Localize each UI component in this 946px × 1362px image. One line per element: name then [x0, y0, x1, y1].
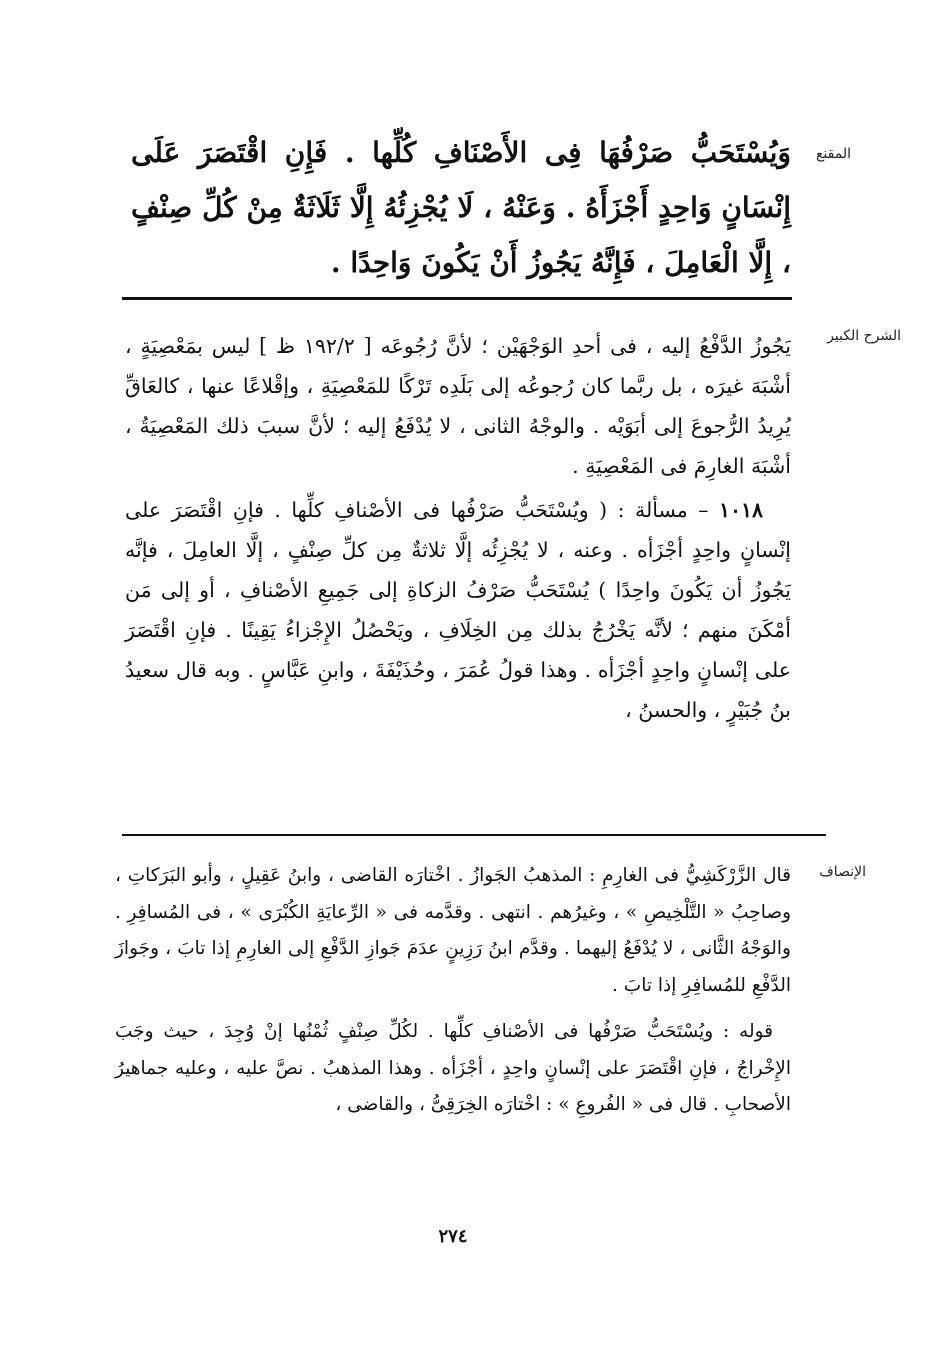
- sharh-divider: [122, 834, 826, 836]
- sharh-text-block: [125, 326, 791, 730]
- muqni-side-label: المقنع: [815, 146, 851, 162]
- issue-number: ١٠١٨: [718, 498, 763, 522]
- sharh-side-label: الشرح الكبير: [827, 328, 901, 344]
- page-number: ٢٧٤: [438, 1226, 468, 1247]
- insaf-text-block: [115, 858, 791, 1124]
- insaf-paragraph-1: قال الزَّرْكَشِيُّ فى الغارِمِ : المذهبُ الجَوازُ . اخْتارَه القاضى ، وابنُ عَقِيلٍ ، وأبو البَرَكاتِ ، وصاحِبُ « التَّلْخِيصِ » ، وغيرُهم . انتهى . وقدَّمه فى « الرِّعايَةِ الكُبْرَى » ، فى المُسافِرِ . والوَجْهُ الثَّانى ، لا يُدْفَعُ إليهما . وقدَّم ابنُ رَزِينٍ عدَمَ جَوازِ الدَّفْعِ إلى الغارِمِ إذا تابَ ، وجَوازَ الدَّفْعِ للمُسافِرِ إذا تابَ .: [115, 865, 791, 996]
- muqni-text: وَيُسْتَحَبُّ صَرْفُهَا فِى الأَصْنَافِ كُلِّها . فَإِنِ اقْتَصَرَ عَلَى إِنْسَانٍ وَاحِدٍ أَجْزَأَهُ . وَعَنْهُ ، لَا يُجْزِئُهُ إِلَّا ثَلَاثَةٌ مِنْ كُلِّ صِنْفٍ ، إِلَّا الْعَامِلَ ، فَإِنَّهُ يَجُوزُ أَنْ يَكُونَ وَاحِدًا .: [131, 136, 791, 279]
- muqni-divider: [122, 297, 792, 300]
- insaf-paragraph-2: قوله : ويُسْتَحَبُّ صَرْفُها فى الأصْنافِ كلِّها . لكُلِّ صِنْفٍ ثُمْنُها إنْ وُجِدَ ، حيث وجَبَ الإِخْراجُ ، فإنِ اقْتَصَرَ على إنْسانٍ واحِدٍ ، أجْزَأه . وهذا المذهبُ . نصَّ عليه ، وعليه جماهيرُ الأصحابِ . قال فى « الفُروعِ » : اخْتارَه الخِرَقِىُّ ، والقاضى ،: [115, 1021, 791, 1115]
- sharh-paragraph-1: يَجُوزُ الدَّفْعُ إليه ، فى أحدِ الوَجْهَيْن ؛ لأنَّ رُجُوعَه [ ١٩٢/٢ ظ ] ليس بمَعْصِيَةٍ ، أشْبَهَ غيرَه ، بل ربَّما كان رُجوعُه إلى بَلَدِه تَرْكًا للمَعْصِيَةِ ، وإقْلاعًا عنها ، كالعَاقِّ يُرِيدُ الرُّجوعَ إلى أبَوَيْه . والوجْهُ الثانى ، لا يُدْفَعُ إليه ؛ لأنَّ سببَ ذلك المَعْصِيَةُ ، أشْبَهَ الغارِمَ فى المَعْصِيَةِ .: [125, 334, 791, 478]
- sharh-paragraph-2: – مسألة : ( ويُسْتَحَبُّ صَرْفُها فى الأصْنافِ كلِّها . فإنِ اقْتَصَرَ على إنْسانٍ واحِدٍ أجْزَأه . وعنه ، لا يُجْزِئُه إلَّا ثلاثةٌ مِن كلِّ صِنْفٍ ، إلَّا العامِلَ ، فإنَّه يَجُوزُ أن يَكُونَ واحِدًا ) يُسْتَحَبُّ صَرْفُ الزكاةِ إلى جَمِيعِ الأصْنافِ ، أو إلى مَن أمْكَنَ منهم ؛ لأنَّه يَخْرُجُ بذلك مِن الخِلَافِ ، ويَحْصُلُ الإِجْزاءُ يَقِينًا . فإنِ اقْتَصَرَ على إنْسانٍ واحِدٍ أجْزَأه . وهذا قولُ عُمَرَ ، وحُذَيْفَةَ ، وابنِ عَبَّاسٍ . وبه قال سعيدُ بنُ جُبَيْرٍ ، والحسنُ ،: [125, 498, 791, 722]
- insaf-side-label: الإنصاف: [819, 864, 866, 880]
- sharh-paragraph-2-wrapper: [125, 490, 791, 730]
- muqni-text-block: [131, 125, 791, 290]
